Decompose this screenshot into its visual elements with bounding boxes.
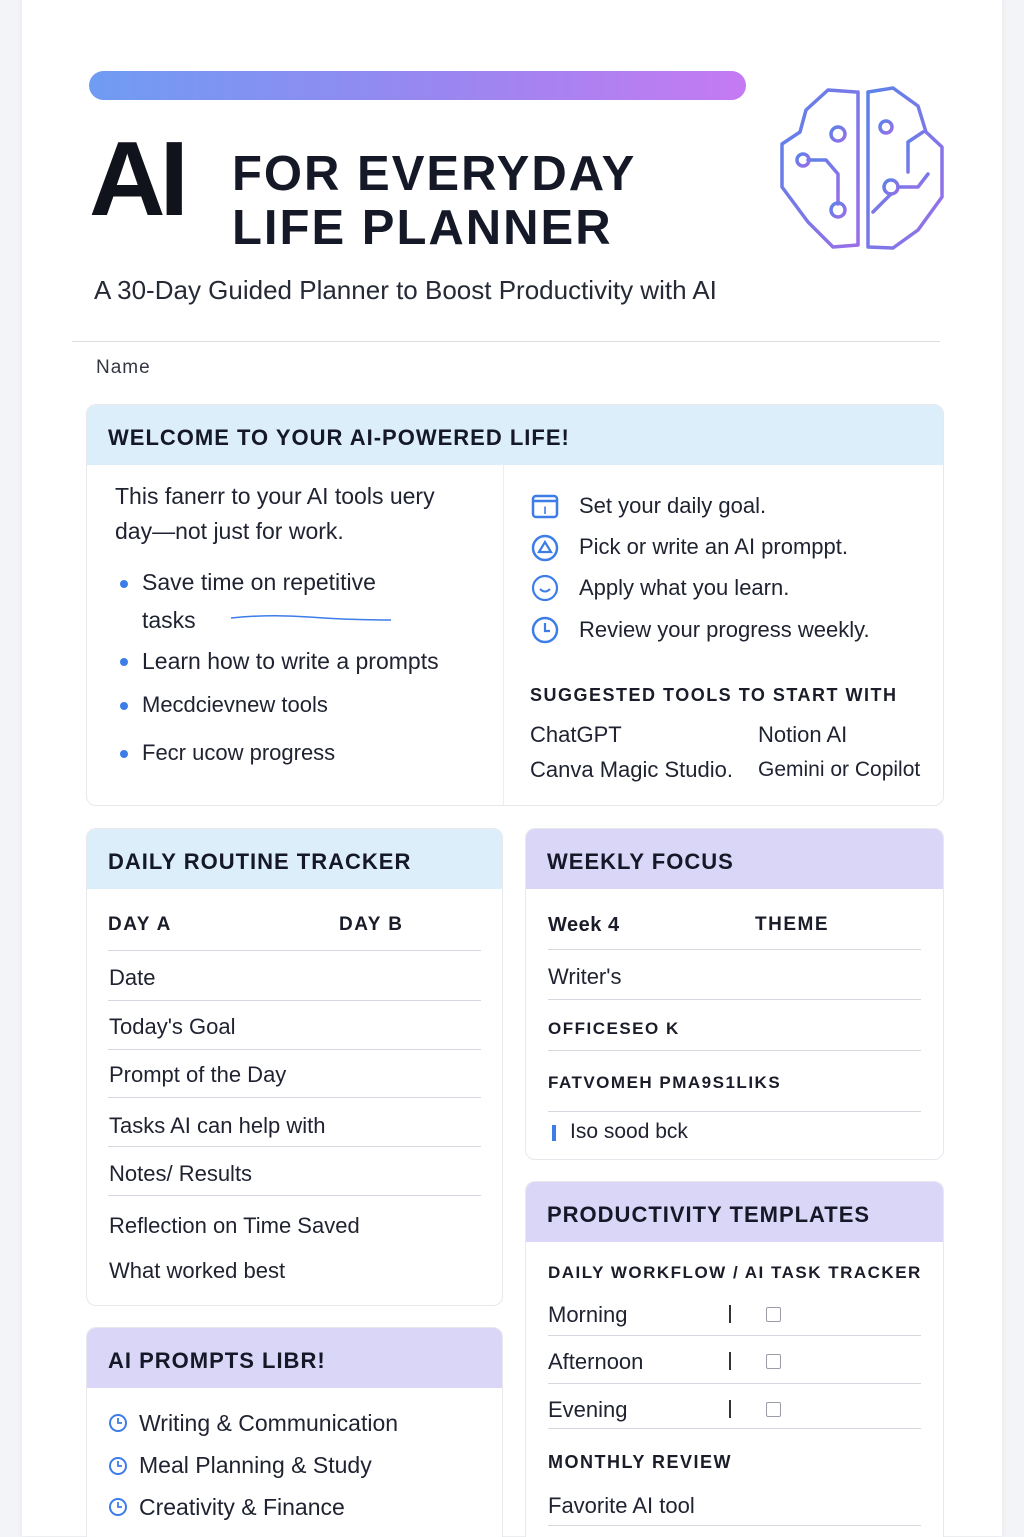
theme-label: THEME [755,914,829,935]
clock-icon [108,1456,128,1476]
weekly-focus-header [526,829,943,889]
weekly-focus-title: WEEKLY FOCUS [547,849,734,874]
daily-row-goal: Today's Goal [109,1014,236,1039]
prompt-category-1[interactable]: Writing & Communication [139,1410,399,1436]
separator-mark [729,1400,731,1418]
tool-gemini: Gemini or Copilot [758,758,921,781]
row-rule [108,1146,481,1147]
bullet-item-2: Learn how to write a prompts [142,648,439,674]
suggested-tools-title: SUGGESTED TOOLS TO START WITH [530,685,898,705]
tool-canva: Canva Magic Studio. [530,757,733,782]
row-rule [548,1335,921,1336]
step-1: Set your daily goal. [579,493,767,518]
weekly-row-4: Iso sood bck [570,1120,688,1143]
step-2: Pick or write an AI promppt. [579,534,848,559]
brain-circuit-icon [778,82,946,252]
weekly-row-3: FATVOMEH PMA9S1LIKS [548,1073,782,1092]
column-divider [503,465,504,805]
ai-logo-text: AI [89,120,183,238]
daily-row-tasks: Tasks AI can help with [109,1113,326,1138]
prompt-icon [530,533,560,563]
row-rule [108,1195,481,1196]
row-rule [548,1050,921,1051]
title-line-1: FOR EVERYDAY [232,147,637,201]
day-a-label: DAY A [108,914,172,935]
welcome-title: WELCOME TO YOUR AI-POWERED LIFE! [108,425,570,450]
handwritten-underline [229,612,394,624]
productivity-templates-card [525,1181,944,1537]
tool-notion-ai: Notion AI [758,722,848,747]
row-rule [108,1000,481,1001]
day-b-label: DAY B [339,914,404,935]
prompt-category-3[interactable]: Creativity & Finance [139,1494,345,1520]
tool-chatgpt: ChatGPT [530,722,622,747]
clock-icon [108,1497,128,1517]
daily-row-reflection: Reflection on Time Saved [109,1213,360,1238]
daily-row-notes: Notes/ Results [109,1161,253,1186]
clock-icon [530,615,560,645]
welcome-intro-line-2: day—not just for work. [115,518,344,544]
daily-row-date: Date [109,965,156,990]
row-rule [548,1383,921,1384]
week-label: Week 4 [548,914,620,936]
bullet-item-1-continued: tasks [142,607,196,633]
workflow-row-afternoon: Afternoon [548,1349,644,1374]
daily-routine-card [86,828,503,1306]
step-4: Review your progress weekly. [579,617,870,642]
workflow-row-evening: Evening [548,1397,628,1422]
row-rule [108,950,481,951]
weekly-row-2: OFFICESEO K [548,1019,680,1038]
row-rule [548,949,921,950]
welcome-intro-line-1: This fanerr to your AI tools uery [115,483,435,509]
bullet-dot [120,658,128,666]
step-3: Apply what you learn. [579,575,790,600]
prompts-library-title: AI PROMPTS LIBR! [108,1348,326,1373]
morning-checkbox[interactable] [766,1307,781,1322]
row-rule [548,999,921,1000]
calendar-icon [530,491,560,521]
bullet-dot [120,580,128,588]
monthly-row-favorite-tool: Favorite AI tool [548,1493,695,1518]
separator-mark [729,1305,731,1323]
row-rule [548,1428,921,1429]
svg-text:I: I [543,505,547,517]
bullet-item-1: Save time on repetitive [142,569,376,595]
productivity-templates-title: PRODUCTIVITY TEMPLATES [547,1202,871,1227]
gradient-bar [89,71,746,100]
afternoon-checkbox[interactable] [766,1354,781,1369]
title-line-2: LIFE PLANNER [232,201,613,255]
prompt-category-2[interactable]: Meal Planning & Study [139,1452,372,1478]
divider [72,341,940,342]
monthly-review-title: MONTHLY REVIEW [548,1452,733,1472]
clock-icon [108,1413,128,1433]
bullet-dot [120,702,128,710]
bullet-dot [120,750,128,758]
weekly-focus-card [525,828,944,1160]
separator-mark [729,1352,731,1370]
bullet-item-4: Fecr ucow progress [142,740,336,765]
daily-routine-header [87,829,502,889]
row-rule [108,1097,481,1098]
workflow-row-morning: Morning [548,1302,628,1327]
daily-row-worked-best: What worked best [109,1258,286,1283]
daily-row-prompt: Prompt of the Day [109,1062,287,1087]
apply-icon [530,573,560,603]
row-rule [108,1049,481,1050]
row-rule [548,1525,921,1526]
prompts-library-header [87,1328,502,1388]
bullet-item-3: Mecdcievnew tools [142,692,328,717]
name-label: Name [96,357,151,378]
welcome-card [86,404,944,806]
welcome-card-header [87,405,943,465]
workflow-subtitle: DAILY WORKFLOW / AI TASK TRACKER [548,1263,922,1282]
weekly-row-1: Writer's [548,964,622,989]
prompts-library-card [86,1327,503,1537]
productivity-templates-header [526,1182,943,1242]
evening-checkbox[interactable] [766,1402,781,1417]
daily-routine-title: DAILY ROUTINE TRACKER [108,849,412,874]
row-rule [548,1111,921,1112]
subtitle: A 30-Day Guided Planner to Boost Productivity with AI [94,275,717,305]
marker-bar [552,1125,556,1141]
